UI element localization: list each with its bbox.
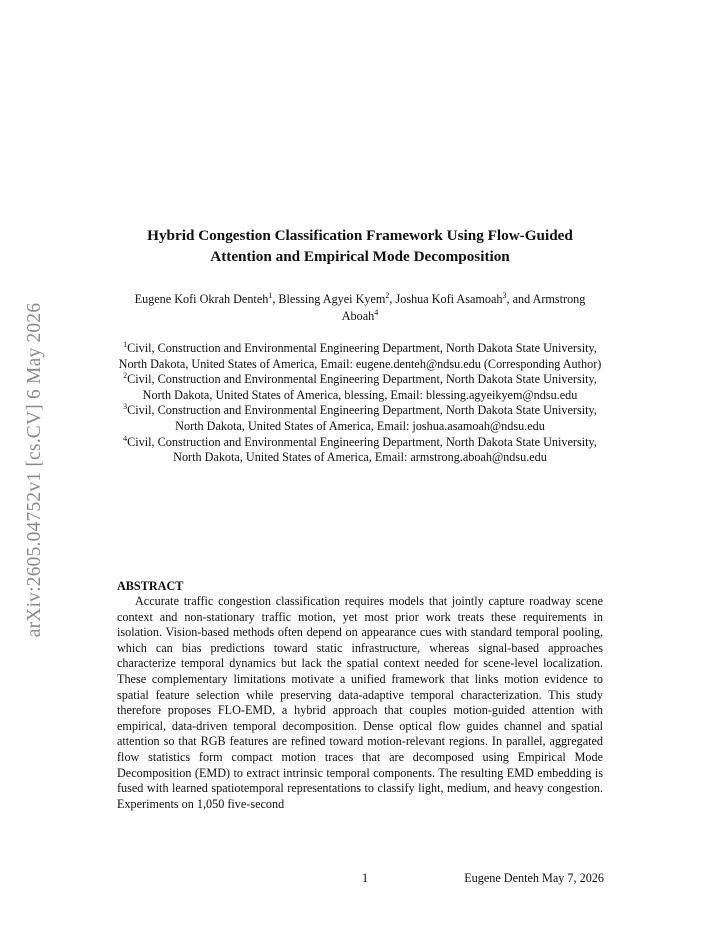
affiliation-mark: 1 <box>123 340 128 349</box>
author-name: Eugene Kofi Okrah Denteh <box>134 292 269 306</box>
author-affiliation-mark: 4 <box>374 307 379 317</box>
affiliation-text: Civil, Construction and Environmental Engineering Department, North Dakota State University, North Dakota, United States of America, Email: eugene.denteh@ndsu.edu (Corresponding Author) <box>118 341 602 371</box>
author-separator: , <box>389 292 396 306</box>
affiliation-item <box>117 403 603 434</box>
affiliation-text: Civil, Construction and Environmental Engineering Department, North Dakota State University, North Dakota, United States of America, Email: joshua.asamoah@ndsu.edu <box>127 403 597 433</box>
affiliation-mark: 4 <box>123 433 128 443</box>
author-separator: , <box>272 292 279 306</box>
page-number: 1 <box>361 871 369 885</box>
abstract-section <box>117 579 603 812</box>
arxiv-identifier-text: arXiv:2605.04752v1 [cs.CV] 6 May 2026 <box>24 302 45 638</box>
abstract-heading: ABSTRACT <box>117 579 184 593</box>
affiliation-list <box>117 341 603 466</box>
affiliation-item <box>117 341 603 372</box>
author-name: Armstrong Aboah <box>341 292 586 323</box>
footer-author-date: Eugene Denteh May 7, 2026 <box>464 871 604 885</box>
paper-title: Hybrid Congestion Classification Framework Using Flow-Guided Attention and Empirical Mode Decomposition <box>147 227 573 265</box>
author-affiliation-mark: 3 <box>502 291 507 300</box>
affiliation-text: Civil, Construction and Environmental Engineering Department, North Dakota State University, North Dakota, United States of America, blessing, Email: blessing.agyeikyem@ndsu.edu <box>127 372 597 402</box>
author-affiliation-mark: 1 <box>268 291 273 300</box>
author-affiliation-mark: 2 <box>385 291 390 300</box>
affiliation-mark: 3 <box>123 402 128 412</box>
author-name: Joshua Kofi Asamoah <box>395 292 503 306</box>
author-list <box>117 291 603 324</box>
affiliation-text: Civil, Construction and Environmental Engineering Department, North Dakota State University, North Dakota, United States of America, Email: armstrong.aboah@ndsu.edu <box>127 434 597 465</box>
author-name: Blessing Agyei Kyem <box>278 292 386 306</box>
affiliation-item <box>117 435 603 466</box>
affiliation-item <box>117 372 603 403</box>
author-separator: , and <box>506 292 533 306</box>
affiliation-mark: 2 <box>123 371 128 381</box>
abstract-body: Accurate traffic congestion classification requires models that jointly capture roadway scene context and non-stationary traffic motion, yet most prior work treats these requirements in isolation. Vision-based methods often depend on appearance cues with standard temporal pooling, which can bias predictions toward static infrastructure, whereas signal-based approaches characterize temporal dynamics but lack the spatial context needed for scene-level localization. These complementary limitations motivate a unified framework that links motion evidence to spatial feature selection while preserving data-adaptive temporal characterization. This study therefore proposes FLO-EMD, a hybrid approach that couples motion-guided attention with empirical, data-driven temporal decomposition. Dense optical flow guides channel and spatial attention so that RGB features are refined toward motion-relevant regions. In parallel, aggregated flow statistics form compact motion traces that are decomposed using Empirical Mode Decomposition (EMD) to extract intrinsic temporal components. The resulting EMD embedding is fused with learned spatiotemporal representations to classify light, medium, and heavy congestion. Experiments on 1,050 five-second <box>117 594 603 811</box>
arxiv-identifier-stamp <box>20 260 50 680</box>
